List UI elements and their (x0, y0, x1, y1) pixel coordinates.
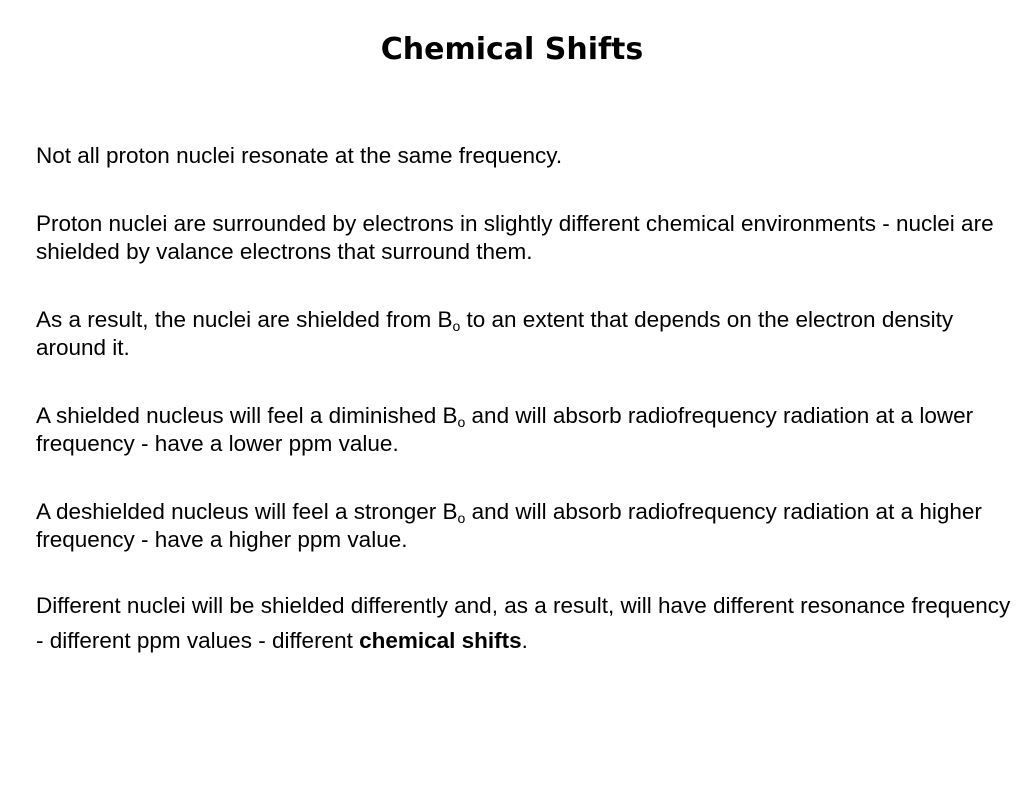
paragraph-5-text-b: and will absorb radiofrequency radiation at a higher frequency - have a higher ppm value. (36, 499, 982, 552)
paragraph-3-text-b: to an extent that depends on the electron density around it. (36, 307, 954, 360)
paragraph-6 (36, 588, 1011, 658)
paragraph-4 (36, 402, 1011, 458)
paragraph-1 (36, 142, 1011, 170)
paragraph-2 (36, 210, 1011, 266)
paragraph-3 (36, 306, 1011, 362)
paragraph-5-text-a: A deshielded nucleus will feel a stronger B (36, 499, 458, 524)
paragraph-5 (36, 498, 1011, 554)
paragraph-4-text-b: and will absorb radiofrequency radiation at a lower frequency - have a lower ppm value. (36, 403, 974, 456)
paragraph-3-subscript: o (452, 318, 461, 334)
paragraph-4-subscript: o (457, 414, 466, 430)
slide-title: Chemical Shifts (380, 32, 644, 67)
slide-body (36, 142, 1011, 698)
paragraph-5-subscript: o (457, 510, 466, 526)
paragraph-4-text-a: A shielded nucleus will feel a diminished B (36, 403, 458, 428)
paragraph-6-text-a: Different nuclei will be shielded differently and, as a result, will have different resonance frequency - different ppm values - different (36, 593, 1011, 653)
paragraph-2-text: Proton nuclei are surrounded by electrons in slightly different chemical environments - nuclei are shielded by valance electrons that surround them. (36, 211, 994, 264)
paragraph-3-text-a: As a result, the nuclei are shielded from B (36, 307, 453, 332)
paragraph-1-text: Not all proton nuclei resonate at the same frequency. (36, 143, 563, 168)
paragraph-6-end: . (521, 628, 528, 653)
chemical-shifts-emphasis: chemical shifts (359, 628, 522, 653)
